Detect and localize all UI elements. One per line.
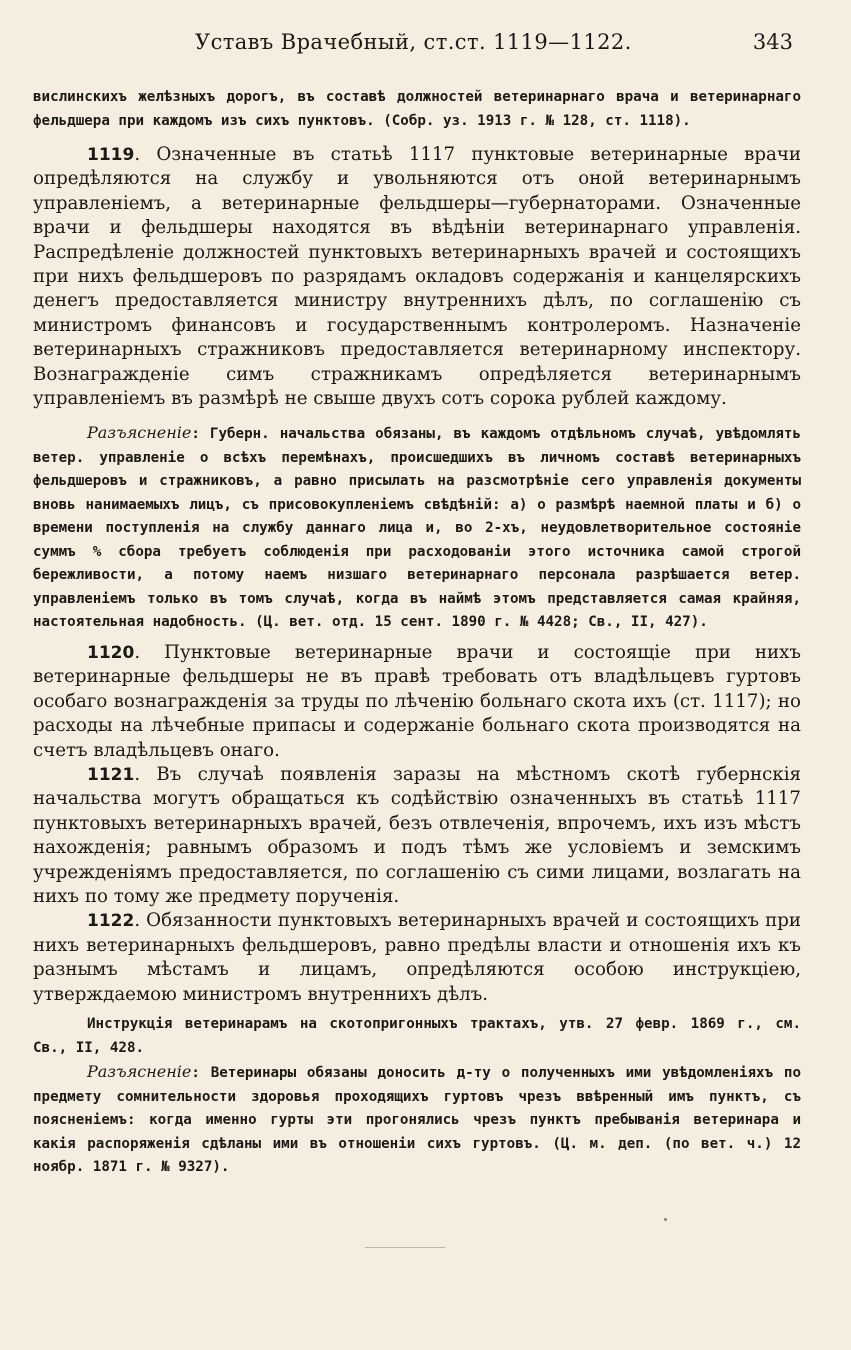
continuation-paragraph: вислинскихъ желѣзныхъ дорогъ, въ составѣ должностей ветеринарнаго врача и ветеринарнаго фельдшера при каждомъ изъ сихъ пунктовъ. (Собр. уз. 1913 г. № 128, ст. 1118). [33, 89, 801, 129]
article-number: 1122 [87, 911, 135, 932]
article-text: . Означенные въ статьѣ 1117 пунктовые ветеринарные врачи опредѣляются на службу и увольняются отъ оной ветеринарнымъ управленіемъ, а ветеринарные фельдшеры—губернаторами. Означенные врачи и фельдшеры находятся въ вѣдѣніи ветеринарнаго управленія. Распредѣленіе должностей пунктовыхъ ветеринарныхъ врачей и состоящихъ при нихъ фельдшеровъ по разрядамъ окладовъ содержанія и канцелярскихъ денегъ предоставляется министру внутреннихъ дѣлъ, по соглашенію съ министромъ финансовъ и государственнымъ контролеромъ. Назначеніе ветеринарныхъ стражниковъ предоставляется ветеринарному инспектору. Вознагражденіе симъ стражникамъ опредѣляется ветеринарнымъ управленіемъ въ размѣрѣ не свыше двухъ сотъ сорока рублей каждому. [33, 144, 801, 410]
article-text: . Пунктовые ветеринарные врачи и состоящіе при нихъ ветеринарные фельдшеры не въ правѣ требовать отъ владѣльцевъ гуртовъ особаго вознагражденія за труды по лѣченію больнаго скота ихъ (ст. 1117); но расходы на лѣчебные припасы и содержаніе больнаго скота производятся на счетъ владѣльцевъ онаго. [33, 641, 801, 761]
article-number: 1120 [87, 642, 135, 663]
explanation-note [33, 1060, 801, 1180]
running-header [33, 30, 801, 64]
article-number: 1121 [87, 765, 135, 785]
article-1120 [33, 641, 801, 763]
bottom-rule [365, 1247, 445, 1248]
page-number: 343 [752, 30, 793, 54]
article-1122 [33, 909, 801, 1007]
note-text: : Ветеринары обязаны доносить д-ту о полученныхъ ими увѣдомленіяхъ по предмету сомнительности здоровья проходящихъ гуртовъ чрезъ ввѣренный имъ пунктъ, съ поясненіемъ: когда именно гурты эти прогонялись чрезъ пунктъ пребыванія ветеринара и какія распоряженія сдѣланы ими въ отношеніи сихъ гуртовъ. (Ц. м. деп. (по вет. ч.) 12 ноябр. 1871 г. № 9327). [33, 1065, 801, 1176]
article-number: 1119 [87, 145, 135, 165]
ink-speck [664, 1218, 667, 1221]
explanation-note [33, 421, 801, 635]
article-text: . Обязанности пунктовыхъ ветеринарныхъ врачей и состоящихъ при нихъ ветеринарныхъ фельдшеровъ, равно предѣлы власти и отношенія ихъ къ разнымъ мѣстамъ и лицамъ, опредѣляются особою инструкціею, утверждаемою министромъ внутреннихъ дѣлъ. [33, 910, 801, 1005]
article-1121 [33, 763, 801, 909]
note-lead: Разъясненіе [87, 423, 192, 443]
article-text: . Въ случаѣ появленія заразы на мѣстномъ скотѣ губернскія начальства могутъ обращаться къ содѣйствію означенныхъ въ статьѣ 1117 пунктовыхъ ветеринарныхъ врачей, безъ отвлеченія, впрочемъ, ихъ изъ мѣстъ нахожденія; равнымъ образомъ и подъ тѣмъ же условіемъ и земскимъ учрежденіямъ предоставляется, по соглашенію съ сими лицами, возлагать на нихъ по тому же предмету порученія. [33, 764, 801, 908]
article-1119 [33, 143, 801, 411]
running-title: Уставъ Врачебный, ст.ст. 1119—1122. [195, 30, 632, 54]
note-text: : Губерн. начальства обязаны, въ каждомъ отдѣльномъ случаѣ, увѣдомлять ветер. управленіе о всѣхъ перемѣнахъ, происшедшихъ въ личномъ составѣ ветеринарныхъ фельдшеровъ и стражниковъ, а равно присылать на разсмотрѣніе сего управленія документы вновь нанимаемыхъ лицъ, съ присовокупленіемъ свѣдѣній: а) о размѣрѣ наемной платы и б) о времени поступленія на службу даннаго лица и, во 2-хъ, неудовлетворительное состояніе суммъ % сбора требуетъ соблюденія при расходованіи этого источника самой строгой бережливости, а потому наемъ низшаго ветеринарнаго персонала разрѣшается ветер. управленіемъ только въ томъ случаѣ, когда въ наймѣ этомъ представляется самая крайняя, настоятельная надобность. (Ц. вет. отд. 15 сент. 1890 г. № 4428; Св., II, 427). [33, 426, 801, 631]
note-lead: Разъясненіе [87, 1062, 192, 1082]
instruction-reference: Инструкція ветеринарамъ на скотопригонныхъ трактахъ, утв. 27 февр. 1869 г., см. Св., II, 428. [33, 1016, 801, 1056]
